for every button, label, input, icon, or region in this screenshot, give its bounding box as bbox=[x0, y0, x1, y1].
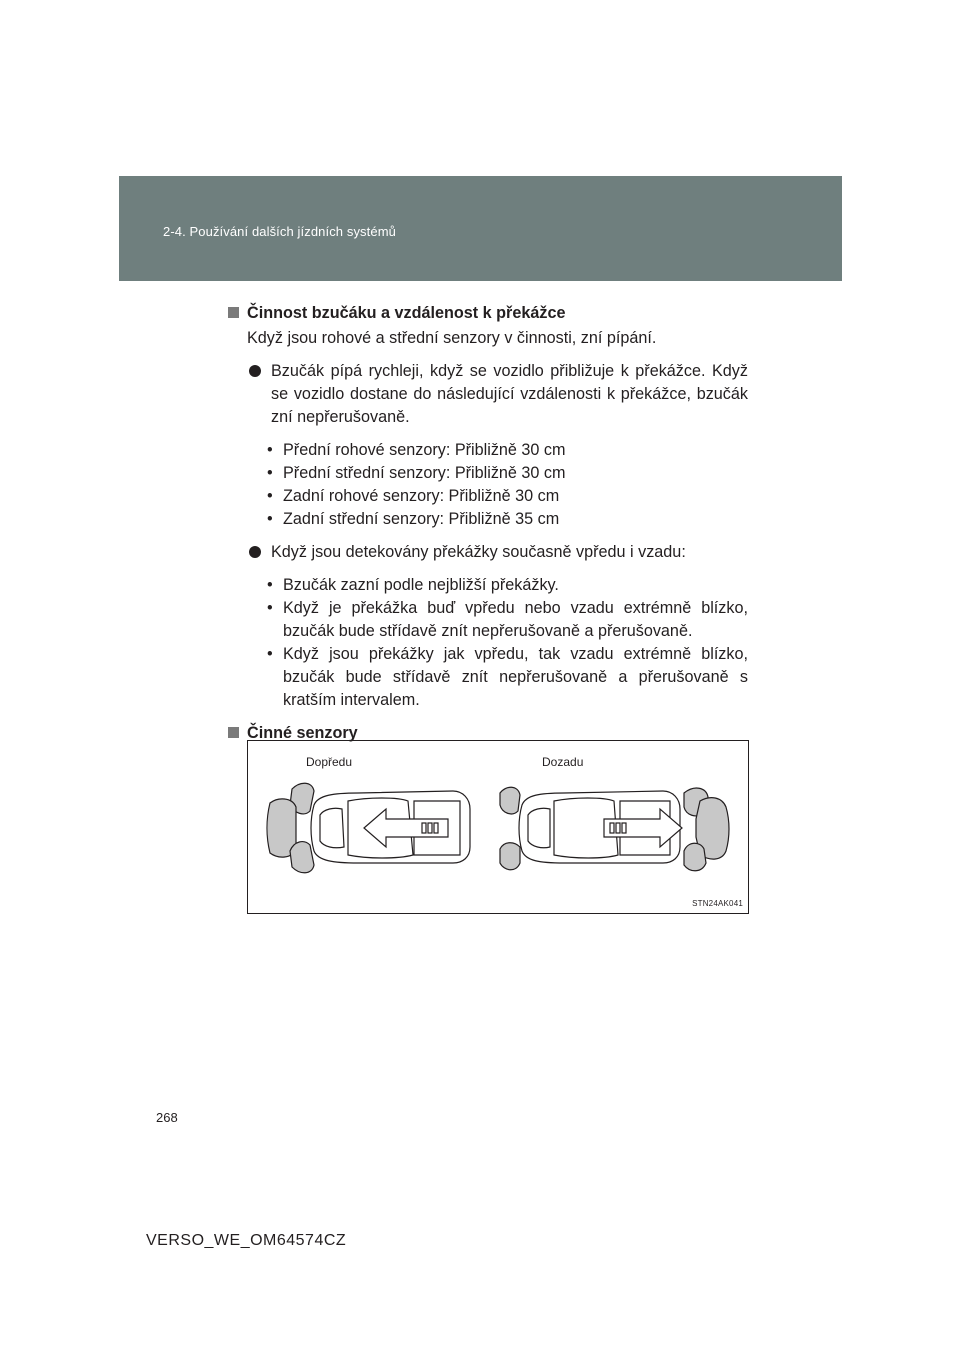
section-title: Činnost bzučáku a vzdálenost k překážce bbox=[247, 304, 566, 322]
list-item: • Zadní střední senzory: Přibližně 35 cm bbox=[267, 510, 560, 528]
intro-text: Když jsou rohové a střední senzory v činnosti, zní pípání. bbox=[247, 329, 657, 347]
list-item: • Přední rohové senzory: Přibližně 30 cm bbox=[267, 441, 566, 459]
behavior-list bbox=[228, 574, 748, 712]
round-bullet-icon bbox=[249, 546, 261, 558]
backward-car-diagram bbox=[500, 787, 729, 871]
bullet-item bbox=[228, 541, 748, 564]
page-number: 268 bbox=[156, 1110, 178, 1125]
list-item: • Když je překážka buď vpředu nebo vzadu extrémně blízko, bzučák bude střídavě znít nepřerušovaně a přerušovaně. bbox=[267, 599, 748, 640]
backward-label: Dozadu bbox=[542, 755, 584, 769]
list-item: • Bzučák zazní podle nejbližší překážky. bbox=[267, 576, 559, 594]
list-item: • Zadní rohové senzory: Přibližně 30 cm bbox=[267, 487, 560, 505]
figure-code: STN24AK041 bbox=[692, 899, 743, 908]
bullet-text: Bzučák pípá rychleji, když se vozidlo přibližuje k překážce. Když se vozidlo dostane do následující vzdálenosti k překážce, bzučák zní nepřerušovaně. bbox=[271, 362, 748, 426]
forward-car-diagram bbox=[267, 783, 470, 873]
square-bullet-icon bbox=[228, 307, 239, 318]
forward-label: Dopředu bbox=[306, 755, 353, 769]
document-code: VERSO_WE_OM64574CZ bbox=[146, 1232, 347, 1249]
header-band bbox=[119, 176, 842, 281]
list-item: • Když jsou překážky jak vpředu, tak vzadu extrémně blízko, bzučák bude střídavě znít nepřerušovaně a přerušovaně s kratším intervalem. bbox=[267, 645, 748, 709]
distance-list bbox=[228, 439, 748, 531]
round-bullet-icon bbox=[249, 365, 261, 377]
breadcrumb: 2-4. Používání dalších jízdních systémů bbox=[163, 224, 396, 239]
bullet-item bbox=[228, 360, 748, 429]
section-title: Činné senzory bbox=[247, 724, 358, 742]
square-bullet-icon bbox=[228, 727, 239, 738]
bullet-text: Když jsou detekovány překážky současně vpředu i vzadu: bbox=[271, 543, 686, 561]
section-heading bbox=[228, 302, 748, 325]
sensor-figure bbox=[247, 740, 749, 914]
page-content bbox=[228, 302, 748, 745]
list-item: • Přední střední senzory: Přibližně 30 cm bbox=[267, 464, 566, 482]
